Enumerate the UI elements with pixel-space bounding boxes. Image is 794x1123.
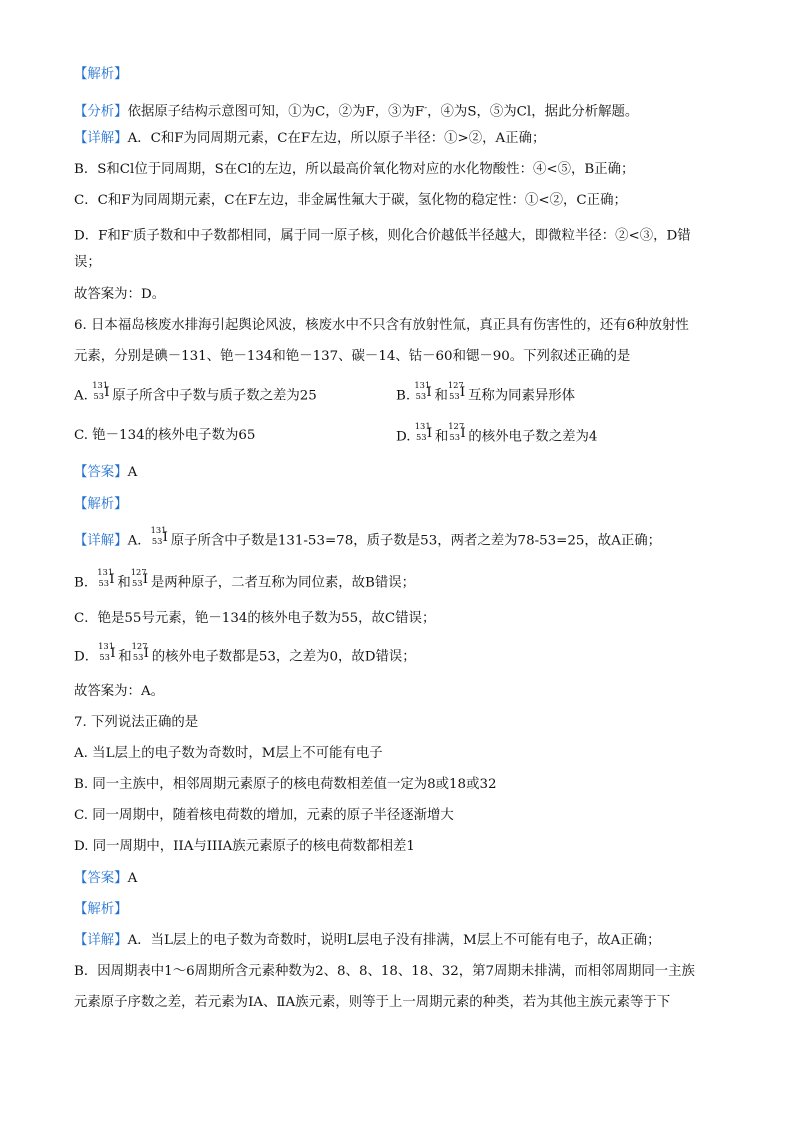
q6-detail-b: B． 131 53 I 和 127 53 I 是两种原子，二者互称为同位素，故B错误； [74,567,416,591]
isotope-i131: 131 53 I [414,421,433,443]
detail-line-d2: 误； [74,255,101,270]
question-7-answer: 【答案】A [74,871,138,886]
question-6-options-cd [74,421,724,446]
q7-option-a[interactable]: A. 当L层上的电子数为奇数时，M层上不可能有电子 [74,746,383,761]
isotope-i131: 131 53 I [92,380,110,402]
question-6-stem-1: 6. 日本福岛核废水排海引起舆论风波，核废水中不只含有放射性氚，真正具有伤害性的，还有6种放射性 [74,318,689,333]
option-d[interactable]: D. 131 53 I 和 127 53 I 的核外电子数之差为4 [396,421,598,445]
q6-detail-d: D． 131 53 I 和 127 53 I 的核外电子数都是53，之差为0，故D错误； [74,641,416,665]
detail-line-c: C．C和F为同周期元素，C在F左边，非金属性氟大于碳，氢化物的稳定性：①<②，C正确； [74,193,627,208]
q7-detail-b2: 元素原子序数之差，若元素为ⅠA、ⅡA族元素，则等于上一周期元素的种类，若为其他主族元素等于下 [74,995,671,1010]
section-tag-analysis: 【解析】 [74,497,128,512]
q7-option-b[interactable]: B. 同一主族中，相邻周期元素原子的核电荷数相差值一定为8或18或32 [74,777,497,792]
analysis-line: 【分析】依据原子结构示意图可知，①为C，②为F，③为F-，④为S，⑤为Cl，据此分析解题。 [74,103,639,120]
q7-detail-b1: B．因周期表中1～6周期所含元素种数为2、8、8、18、18、32，第7周期未排满，而相邻周期同一主族 [74,964,695,979]
section-tag-analysis: 【解析】 [74,67,128,82]
isotope-i127: 127 53 I [447,380,466,402]
question-6-options-ab [74,380,724,405]
detail-line-b: B．S和Cl位于同周期，S在Cl的左边，所以最高价氧化物对应的水化物酸性：④<⑤，B正确； [74,162,635,177]
question-6-stem-2: 元素，分别是碘－131、铯－134和铯－137、碳－14、钴－60和锶－90。下列叙述正确的是 [74,349,631,364]
detail-line-d1: D．F和F-质子数和中子数都相同，属于同一原子核，则化合价越低半径越大，即微粒半径：②<③，D错 [74,227,691,244]
isotope-i131: 131 53 I [97,567,115,589]
option-c[interactable]: C. 铯－134的核外电子数为65 [74,428,256,443]
q6-final-answer: 故答案为：A。 [74,684,165,699]
q6-detail-c: C．铯是55号元素，铯－134的核外电子数为55，故C错误； [74,611,436,626]
q6-detail-a: 【详解】A． 131 53 I 原子所含中子数是131-53=78，质子数是53，两者之差为78-53=25，故A正确； [74,525,662,549]
isotope-i131: 131 53 I [150,525,168,547]
section-tag-analysis: 【解析】 [74,902,128,917]
option-b[interactable]: B. 131 53 I 和 127 53 I 互称为同素异形体 [396,380,576,404]
isotope-i131: 131 53 I [414,380,432,402]
isotope-i127: 127 53 I [131,641,149,663]
q7-option-d[interactable]: D. 同一周期中，IIA与IIIA族元素原子的核电荷数都相差1 [74,839,415,854]
q7-option-c[interactable]: C. 同一周期中，随着核电荷数的增加，元素的原子半径逐渐增大 [74,808,454,823]
isotope-i127: 127 53 I [448,421,466,443]
option-a[interactable]: A. 131 53 I 原子所含中子数与质子数之差为25 [74,380,317,404]
q7-detail-a: 【详解】A．当L层上的电子数为奇数时，说明L层电子没有排满，M层上不可能有电子，故A正确； [74,933,661,948]
isotope-i131: 131 53 I [98,641,116,663]
isotope-i127: 127 53 I [130,567,149,589]
detail-line-a: 【详解】A．C和F为同周期元素，C在F左边，所以原子半径：①>②，A正确； [74,131,546,146]
question-6-answer: 【答案】A [74,465,138,480]
question-7-stem: 7. 下列说法正确的是 [74,715,199,730]
answer-summary: 故答案为：D。 [74,287,166,302]
